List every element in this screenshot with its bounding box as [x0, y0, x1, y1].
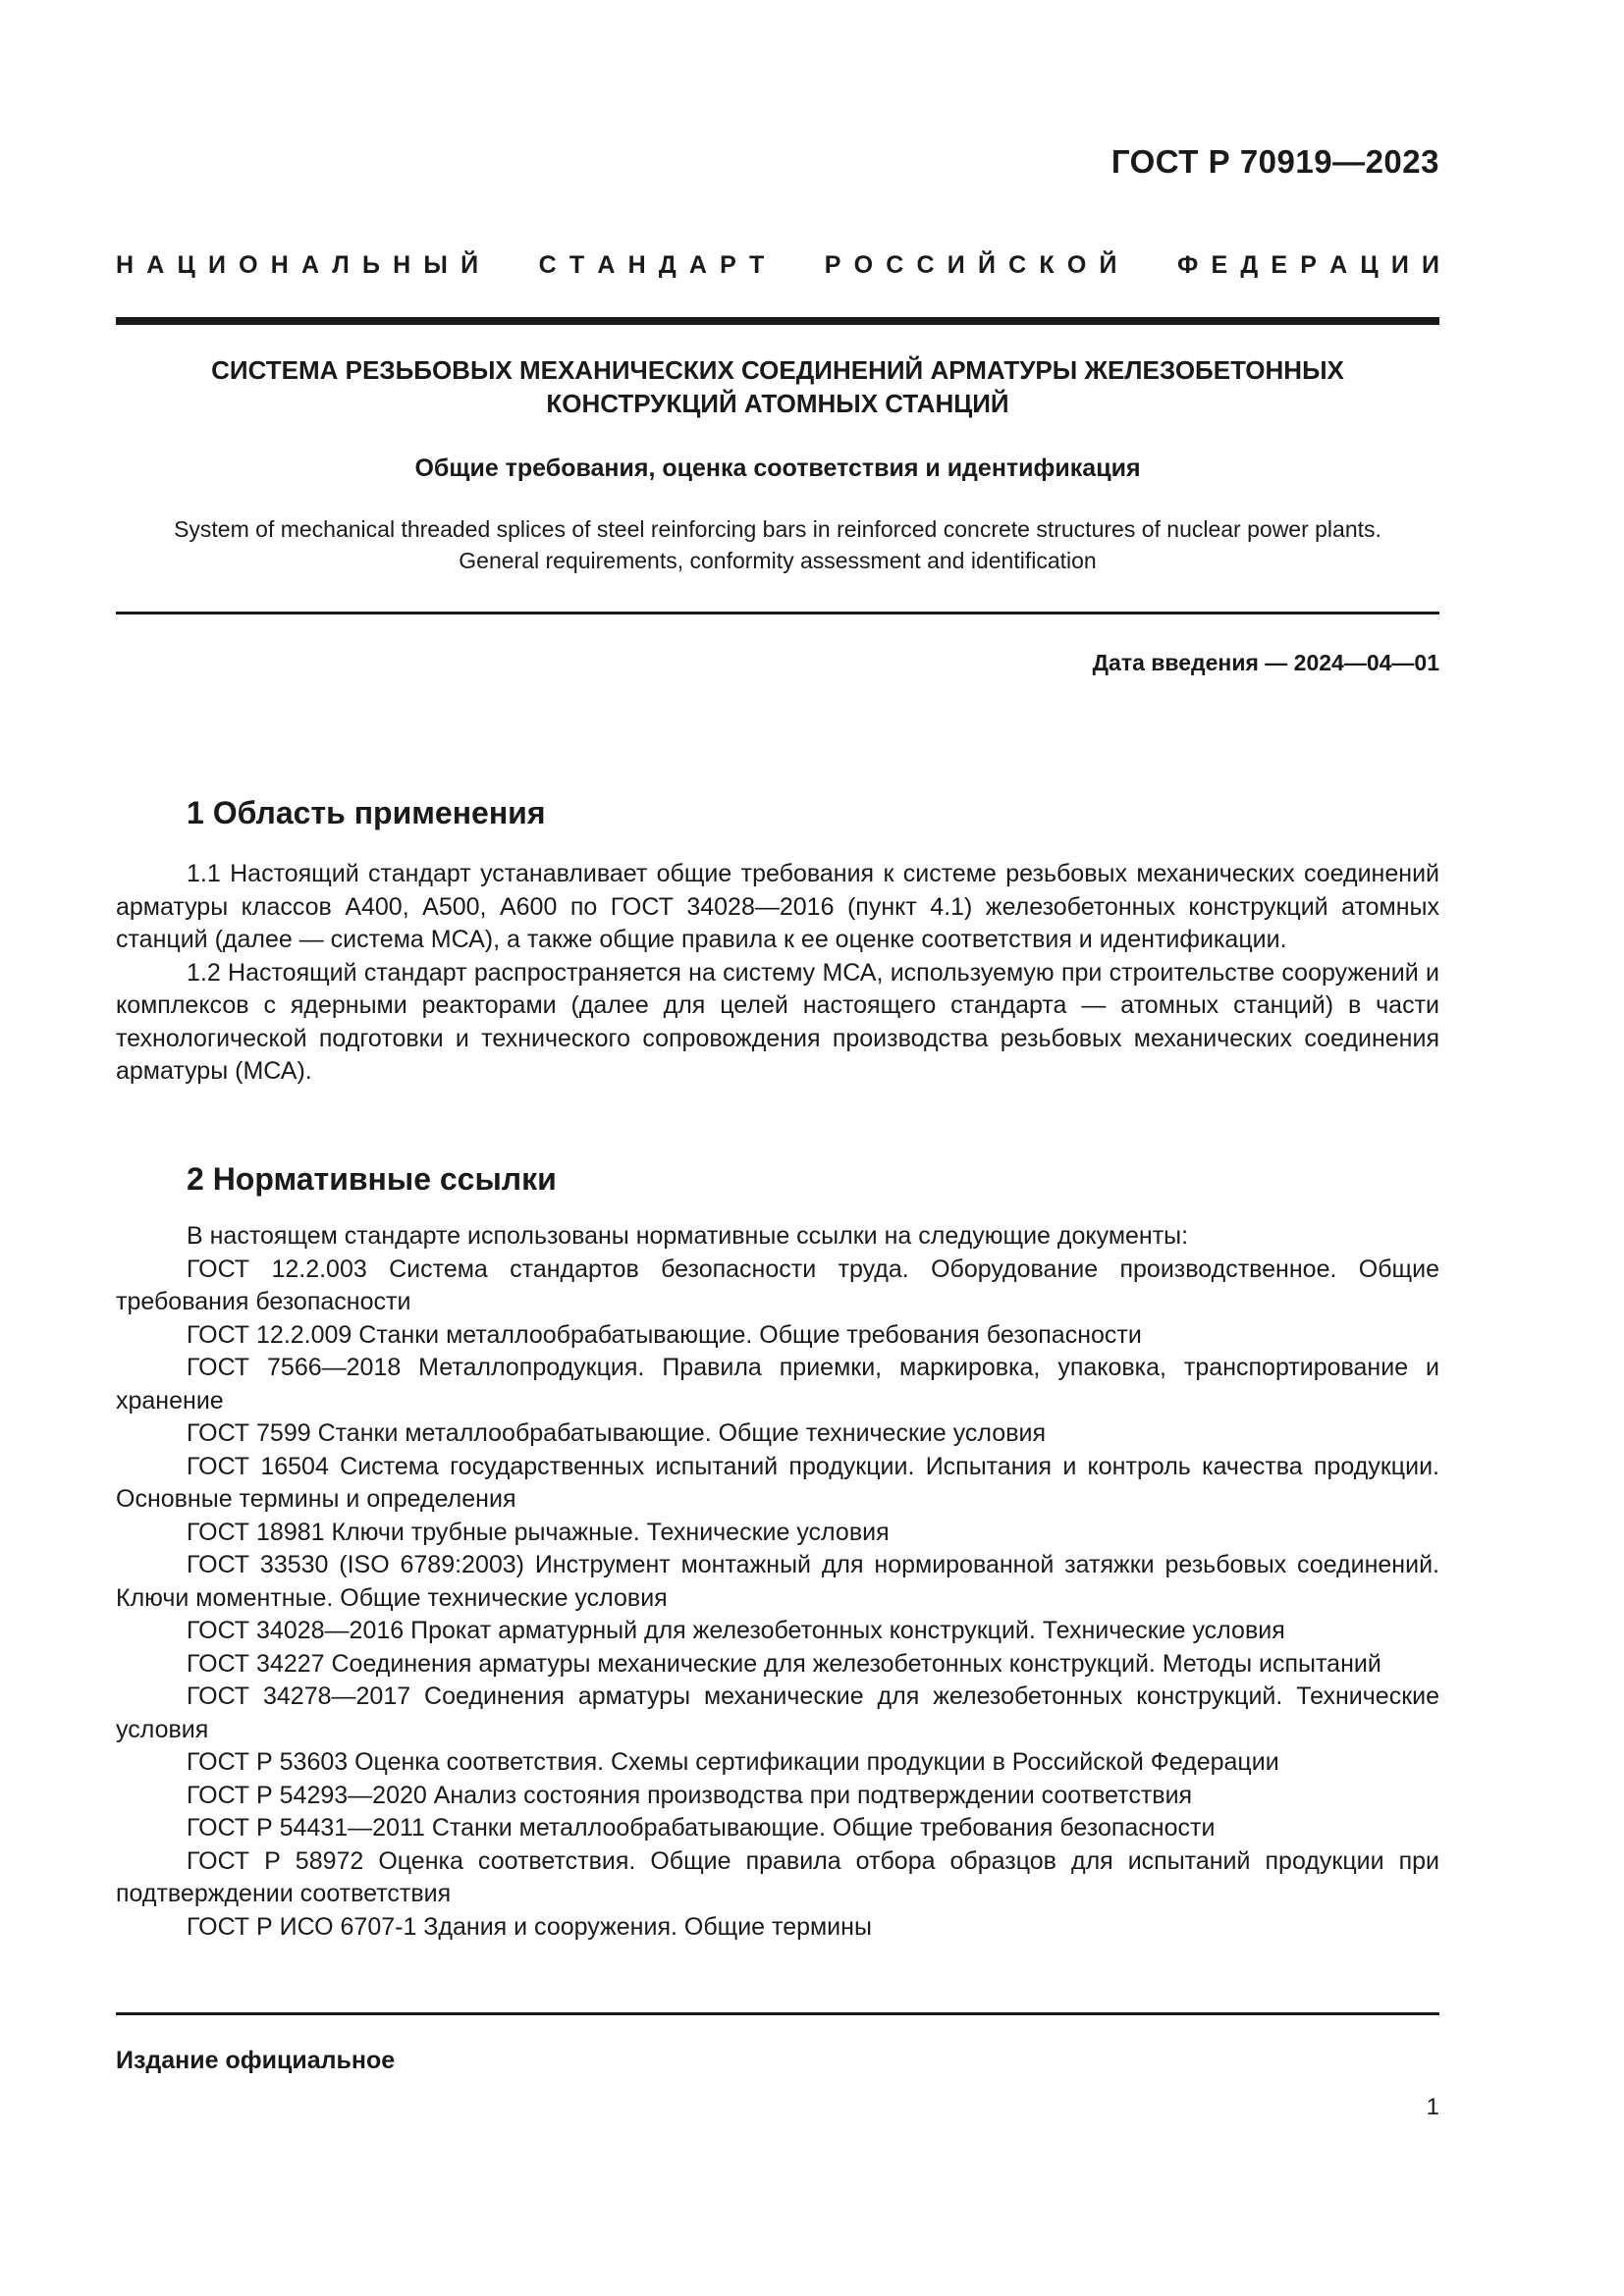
- reference-item: ГОСТ 7599 Станки металлообрабатывающие. Общие технические условия: [187, 1419, 1046, 1447]
- national-word: Н А Ц И О Н А Л Ь Н Ы Й: [116, 251, 479, 279]
- reference-item: ГОСТ 7566—2018 Металлопродукция. Правила приемки, маркировка, упаковка, транспортирование и хранение: [116, 1354, 1439, 1415]
- section-scope-body: [116, 858, 1439, 1089]
- reference-item: ГОСТ 12.2.009 Станки металлообрабатывающие. Общие требования безопасности: [187, 1320, 1142, 1349]
- references-list: [116, 1220, 1439, 1944]
- reference-item: ГОСТ 16504 Система государственных испытаний продукции. Испытания и контроль качества продукции. Основные термины и определения: [116, 1452, 1439, 1513]
- page-number: 1: [1426, 2094, 1439, 2120]
- reference-item: ГОСТ 12.2.003 Система стандартов безопасности труда. Оборудование производственное. Общие требования безопасности: [116, 1255, 1439, 1315]
- document-subtitle: Общие требования, оценка соответствия и идентификация: [414, 454, 1141, 482]
- reference-item: ГОСТ 34227 Соединения арматуры механические для железобетонных конструкций. Методы испытаний: [187, 1649, 1381, 1678]
- reference-item: ГОСТ 34028—2016 Прокат арматурный для железобетонных конструкций. Технические условия: [187, 1617, 1285, 1644]
- paragraph: 1.1 Настоящий стандарт устанавливает общие требования к системе резьбовых механических соединений арматуры классов А400, А500, А600 по ГОСТ 34028—2016 (пункт 4.1) железобетонных конструкций атомных станций (далее — система МСА), а также общие правила к ее оценке соответствия и идентификации.: [116, 860, 1439, 953]
- introduction-date: Дата введения — 2024—04—01: [1092, 650, 1439, 675]
- document-number: ГОСТ Р 70919—2023: [1110, 143, 1439, 180]
- national-word: Ф Е Д Е Р А Ц И И: [1176, 251, 1439, 279]
- national-word: Р О С С И Й С К О Й: [824, 251, 1117, 279]
- section-heading-references: 2 Нормативные ссылки: [187, 1161, 557, 1197]
- footer-divider: [116, 2012, 1439, 2015]
- reference-item: ГОСТ Р 58972 Оценка соответствия. Общие правила отбора образцов для испытаний продукции при подтверждении соответствия: [116, 1846, 1439, 1907]
- title-line: КОНСТРУКЦИЙ АТОМНЫХ СТАНЦИЙ: [546, 389, 1009, 418]
- official-edition-label: Издание официальное: [116, 2047, 396, 2074]
- section-heading-scope: 1 Область применения: [187, 795, 546, 830]
- english-title-line: System of mechanical threaded splices of steel reinforcing bars in reinforced concrete structures of nuclear power plants.: [174, 516, 1381, 542]
- reference-item: ГОСТ 34278—2017 Соединения арматуры механические для железобетонных конструкций. Технические условия: [116, 1682, 1439, 1743]
- title-line: СИСТЕМА РЕЗЬБОВЫХ МЕХАНИЧЕСКИХ СОЕДИНЕНИЙ АРМАТУРЫ ЖЕЛЕЗОБЕТОННЫХ: [211, 355, 1344, 385]
- english-title: [116, 513, 1439, 576]
- document-title: [116, 353, 1439, 420]
- title-divider: [116, 612, 1439, 614]
- reference-item: ГОСТ 33530 (ISO 6789:2003) Инструмент монтажный для нормированной затяжки резьбовых соединений. Ключи моментные. Общие технические условия: [116, 1551, 1439, 1612]
- reference-item: ГОСТ 18981 Ключи трубные рычажные. Технические условия: [187, 1518, 890, 1546]
- national-standard-heading: [116, 251, 1439, 280]
- english-title-line: General requirements, conformity assessment and identification: [459, 548, 1097, 573]
- reference-item: ГОСТ Р ИСО 6707-1 Здания и сооружения. Общие термины: [187, 1912, 872, 1941]
- reference-item: ГОСТ Р 54293—2020 Анализ состояния производства при подтверждении соответствия: [187, 1781, 1193, 1809]
- reference-item: ГОСТ Р 54431—2011 Станки металлообрабатывающие. Общие требования безопасности: [187, 1814, 1216, 1842]
- reference-item: ГОСТ Р 53603 Оценка соответствия. Схемы сертификации продукции в Российской Федерации: [187, 1748, 1279, 1776]
- header-divider: [116, 317, 1439, 325]
- references-intro: В настоящем стандарте использованы нормативные ссылки на следующие документы:: [187, 1222, 1189, 1250]
- national-word: С Т А Н Д А Р Т: [538, 251, 765, 279]
- paragraph: 1.2 Настоящий стандарт распространяется на систему МСА, используемую при строительстве сооружений и комплексов с ядерными реакторами (далее для целей настоящего стандарта — атомных станций) в части технологической подготовки и технического сопровождения производства резьбовых механических соединения арматуры (МСА).: [116, 958, 1439, 1085]
